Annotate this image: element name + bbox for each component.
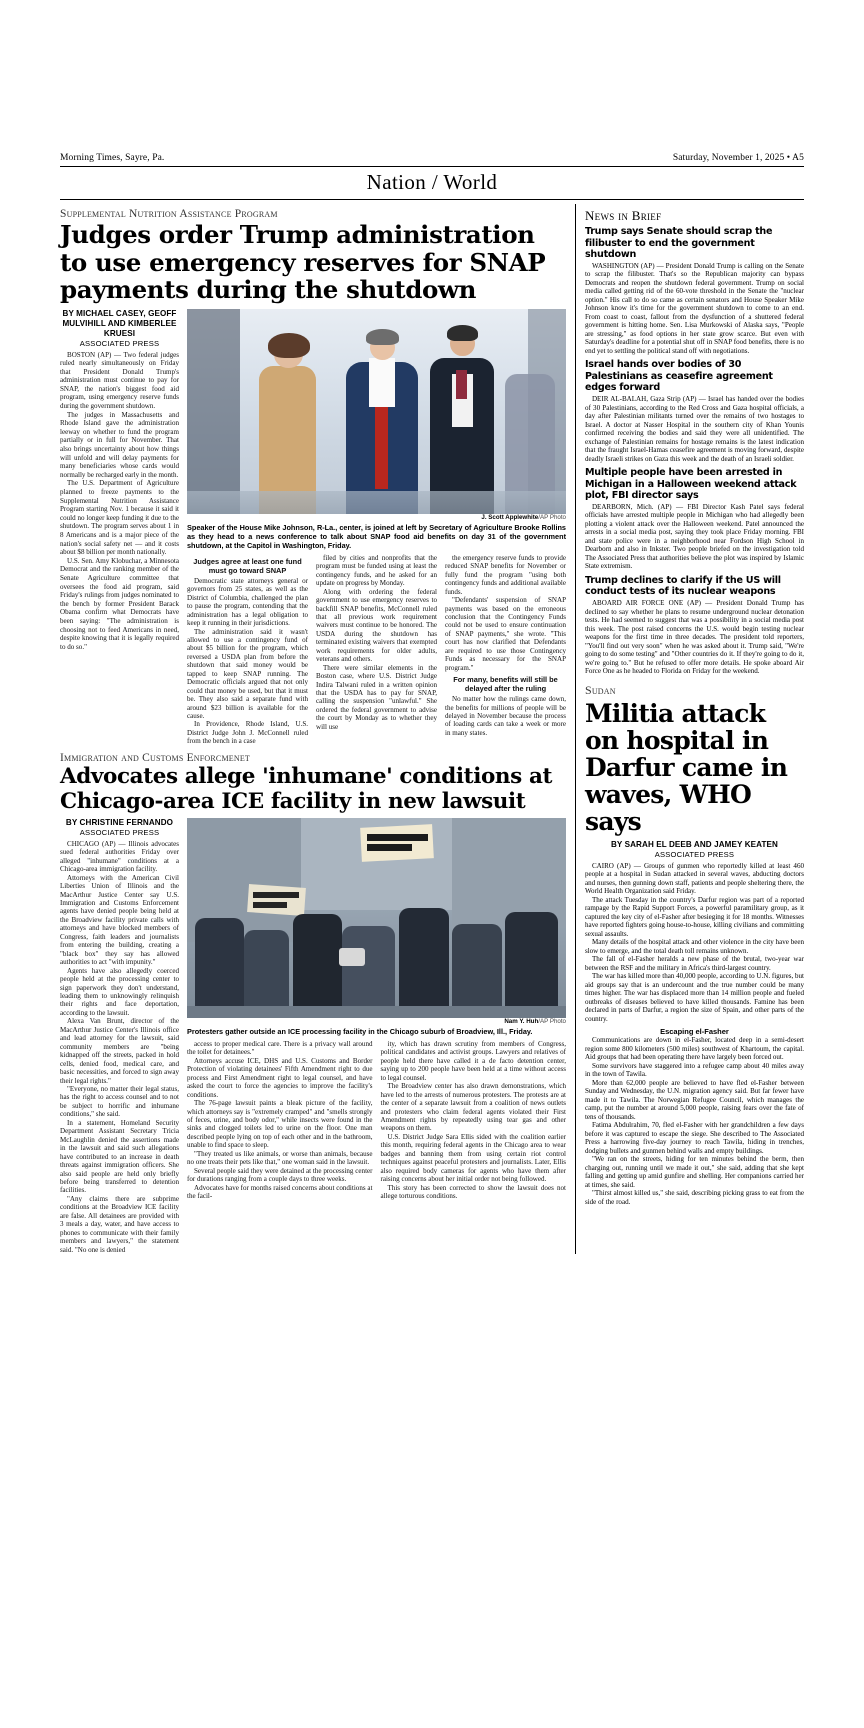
paragraph: ABOARD AIR FORCE ONE (AP) — President Donald Trump has declined to say whether he plans to resume underground nuclear detonation tests. He had seemed to suggest that was a possibility in a social media post this week. The post raised concerns the U.S. would begin testing nuclear weapons for the first time in three decades. The president told reporters, "You'll find out very soon" when he was asked about it. Trump said, "We're going to do some testing" and "Other countries do it. If they're going to do it, we're going to." But he refused to offer more details. He spoke aboard Air Force One as he headed to Florida on Friday for the weekend. [584, 599, 804, 676]
brief-item [585, 226, 804, 355]
paragraph: Several people said they were detained at the processing center for durations ranging from a couple days to three weeks. [187, 1166, 373, 1184]
paragraph: The judges in Massachusetts and Rhode Island gave the administration leeway on whether to fund the program partially or in full for November. That also brings uncertainty about how things will unfold and will delay payments for many beneficiaries whose cards would normally be recharged early in the month. [60, 410, 179, 479]
paragraph: The attack Tuesday in the country's Darfur region was part of a reported rampage by the Rapid Support Forces, a powerful paramilitary group, as it captured the key city of el-Fasher after besieging it for 18 months. Witnesses have reported fighters going house-to-house, killing civilians and committing sexual assaults. [584, 895, 804, 938]
article-snap-subhead-1: Judges agree at least one fund must go toward SNAP [193, 556, 302, 575]
article-snap-byline: BY MICHAEL CASEY, GEOFF MULVIHILL AND KIMBERLEE KRUESI [62, 308, 177, 338]
paragraph: The 76-page lawsuit paints a bleak picture of the facility, which attorneys say is "extremely cramped" and "smells strongly of feces, urine, and body odor," while insects were found in the sinks and clogged toilets led to urine on the floor. One man described people lying on top of each other and in the bathroom, unable to find space to sleep. [187, 1099, 373, 1150]
paragraph: There were similar elements in the Boston case, where U.S. District Judge Indira Talwani ruled in a written opinion that the USDA has to pay for SNAP, calling the suspension "unlawful." She ordered the federal government to advise the court by Monday as to whether they will use [316, 663, 437, 731]
left-zone [60, 204, 566, 1254]
article-snap-headline: Judges order Trump administration to use emergency reserves for SNAP payments during the shutdown [60, 220, 546, 304]
article-ice-col3 [381, 1040, 567, 1201]
paragraph: filed by cities and nonprofits that the program must be funded using at least the contingency funds, and he asked for an update on progress by Monday. [316, 553, 437, 588]
brief-headline: Trump declines to clarify if the US will conduct tests of its nuclear weapons [584, 574, 781, 598]
article-ice [60, 752, 566, 1254]
masthead [60, 0, 804, 163]
paragraph: Communications are down in el-Fasher, located deep in a semi-desert region some 800 kilometers (500 miles) southwest of Khartoum, the capital. Aid groups that had been operating there have largely been forced out. [584, 1036, 804, 1062]
column-divider [575, 204, 576, 1254]
paragraph: Democratic state attorneys general or governors from 25 states, as well as the District of Columbia, challenged the plan to pause the program, contending that the administration has a legal obligation to keep it running in their jurisdictions. [187, 576, 308, 628]
paragraph: This story has been corrected to show the lawsuit does not allege torturous conditions. [380, 1183, 566, 1201]
paragraph: Fatima Abdulrahim, 70, fled el-Fasher with her grandchildren a few days before it was captured to escape the siege. She described to The Associated Press a harrowing five-day journey to reach Tawila, hiding in trenches, dodging bullets and gunmen behind walls and empty buildings. [584, 1121, 804, 1155]
section-rule [60, 199, 804, 200]
photo-credit-ice [187, 1018, 566, 1026]
article-ice-headline: Advocates allege 'inhumane' conditions at Chicago-area ICE facility in new lawsuit [60, 763, 552, 814]
paragraph: In Providence, Rhode Island, U.S. District Judge John J. McConnell ruled from the bench in a case [187, 720, 308, 746]
paragraph: Alexa Van Brunt, director of the MacArthur Justice Center's Illinois office and lead attorney for the lawsuit, said community members are "being kidnapped off the streets, packed in hold cells, denied food, medical care, and basic necessities, and forced to sign away their legal rights." [60, 1017, 179, 1085]
paragraph: Attorneys accuse ICE, DHS and U.S. Customs and Border Protection of violating detainees' Fifth Amendment right to due process and First Amendment right to legal counsel, and have asked the court to force the agencies to improve the facility's conditions. [187, 1056, 373, 1099]
paragraph: Advocates have for months raised concerns about conditions at the facil- [187, 1183, 373, 1201]
paragraph: ity, which has drawn scrutiny from members of Congress, political candidates and activist groups. Lawyers and relatives of people held there have called it a de facto detention center, saying up to 200 people have been held at a time without access to legal counsel. [380, 1039, 566, 1082]
photo-credit-name: Nam Y. Huh [504, 1017, 539, 1025]
article-sudan-headline: Militia attack on hospital in Darfur came in waves, WHO says [584, 698, 788, 836]
paragraph: "They treated us like animals, or worse than animals, because no one treats their pets like that," one woman said in the lawsuit. [187, 1149, 373, 1167]
article-snap-col2 [187, 554, 308, 746]
article-ice-kicker: Immigration and Customs Enforcmenet [60, 751, 251, 764]
paragraph: "Any claims there are subprime conditions at the Broadview ICE facility are false. All detainees are provided with 3 meals a day, water, and have access to phones to communicate with their family members and lawyers," the statement said. "No one is denied [60, 1194, 179, 1254]
article-snap-col3 [316, 554, 437, 746]
paragraph: Agents have also allegedly coerced people held at the processing center to sign paperwork they don't understand, leading them to unknowingly relinquish their rights and face deportation, according to the lawsuit. [60, 966, 179, 1017]
right-zone [585, 204, 804, 1254]
paragraph: Many details of the hospital attack and other violence in the city have been slow to emerge, and the total death toll remains unknown. [584, 938, 804, 955]
masthead-date: Saturday, November 1, 2025 • A5 [672, 153, 804, 163]
paragraph: CHICAGO (AP) — Illinois advocates sued federal authorities Friday over alleged "inhumane" conditions at a Chicago-area immigration facility. [60, 839, 179, 874]
photo-capitol-snap [187, 309, 566, 514]
article-snap [60, 208, 566, 746]
paragraph: "We ran on the streets, hiding for ten minutes behind the berm, then charging out, running until we made it out," she said, adding that she kept falling and getting up amid gunfire and shelling. Her companions carried her at times, she said. [584, 1155, 804, 1189]
paragraph: CAIRO (AP) — Groups of gunmen who reportedly killed at least 460 people at a hospital in Sudan attacked in several waves, abducting doctors and nurses, then gunning down staff, patients and people sheltering there, the World Health Organization said Friday. [584, 861, 804, 896]
article-snap-subhead-2: For many, benefits will still be delayed after the ruling [453, 675, 558, 694]
photo-credit-name: J. Scott Applewhite [481, 513, 539, 521]
paragraph: DEIR AL-BALAH, Gaza Strip (AP) — Israel has handed over the bodies of 30 Palestinians, according to the Red Cross and Gaza hospital officials, a day after Palestinian militants turned over the remains of two hostages to Israel. A doctor at Nasser Hospital in the southern city of Khan Younis confirmed receiving the bodies and said they were all unidentified. The exchange of Palestinian remains for hostage remains is the latest indication that the fraught Israel-Hamas ceasefire agreement is moving forward, despite deadly Israeli strikes on Gaza this week and the death of an Israeli soldier. [584, 395, 804, 463]
paragraph: U.S. Sen. Amy Klobuchar, a Minnesota Democrat and the ranking member of the Senate Agriculture committee that oversees the food aid program, said Friday's rulings from judges nominated to the bench by former President Barack Obama confirm what Democrats have been saying: "The administration is choosing not to feed Americans in need, despite knowing that it is legally required to do so." [60, 556, 179, 651]
paragraph: "Everyone, no matter their legal status, has the right to access counsel and to not be subject to horrific and inhumane conditions," she said. [60, 1084, 179, 1119]
photo-caption-ice: Protesters gather outside an ICE processing facility in the Chicago suburb of Broadview, Ill., Friday. [187, 1026, 533, 1036]
article-snap-right [187, 309, 566, 746]
news-in-brief-label: News in Brief [584, 208, 662, 223]
paragraph: DEARBORN, Mich. (AP) — FBI Director Kash Patel says federal officials have arrested multiple people in Michigan who had allegedly been plotting a violent attack over the Halloween weekend. Patel announced the arrests in a social media post, saying they took place Friday morning. FBI and state police were in a neighborhood near Fordson High School in Dearborn and also in Inkster. Two people briefed on the investigation told The Associated Press that authorities believe the plot was inspired by Islamic State extremism. [584, 502, 804, 571]
paragraph: The war has killed more than 40,000 people, according to U.N. figures, but aid groups say that is an undercount and the true number could be many times higher. The war has displaced more than 14 million people and fueled outbreaks of diseases believed to have killed thousands. Famine has been declared in parts of Darfur, a region the size of Spain, and other parts of the country. [584, 972, 804, 1023]
article-snap-kicker: Supplemental Nutrition Assistance Program [60, 208, 278, 220]
photo-protest-ice [187, 818, 566, 1018]
article-ice-col1 [60, 818, 179, 1254]
paragraph: More than 62,000 people are believed to have fled el-Fasher between Sunday and Wednesday, the U.N. migration agency said. But far fewer have made it to Tawila. The Norwegian Refugee Council, which manages the camp, put the number at around 5,000 people, raising fears over the fate of tens of thousands. [584, 1078, 804, 1121]
paragraph: The U.S. Department of Agriculture planned to freeze payments to the Supplemental Nutrition Assistance Program starting Nov. 1 because it said it could no longer keep funding it due to the shutdown. The program serves about 1 in 8 Americans and is a major piece of the nation's social safety net — and it costs about $8 billion per month nationally. [60, 479, 179, 557]
paragraph: The administration said it wasn't allowed to use a contingency fund of about $5 billion for the program, which reversed a USDA plan from before the shutdown that said money would be tapped to keep SNAP running. The Democratic officials argued that not only could that money be used, but that it must be. They also said a separate fund with around $23 billion is available for the cause. [187, 627, 308, 721]
paragraph: In a statement, Homeland Security Department Assistant Secretary Tricia McLaughlin denied the assertions made in the lawsuit and said such allegations have contributed to an increase in death threats against immigration officers. She also said people are held only briefly before being transferred to detention facilities. [60, 1118, 179, 1195]
photo-credit-source: /AP Photo [538, 513, 566, 521]
paragraph: Attorneys with the American Civil Liberties Union of Illinois and the MacArthur Justice Center say U.S. Immigration and Customs Enforcement agents have denied people being held at the Broadview facility private calls with attorneys and have blocked members of Congress, faith leaders and journalists from entering the building, creating a "black box" they say has allowed authorities to act "with impunity." [60, 873, 179, 967]
brief-item [585, 359, 804, 463]
article-snap-col1 [60, 309, 179, 746]
article-sudan-byline: BY SARAH EL DEEB AND JAMEY KEATEN [610, 839, 778, 849]
brief-headline: Trump says Senate should scrap the filibuster to end the government shutdown [584, 226, 773, 261]
paragraph: No matter how the rulings came down, the benefits for millions of people will be delayed in November because the process of loading cards can take a week or more in many states. [445, 695, 566, 737]
photo-credit-snap [187, 514, 566, 522]
photo-credit-source: /AP Photo [538, 1017, 566, 1025]
paragraph: WASHINGTON (AP) — President Donald Trump is calling on the Senate to scrap the filibuster. That's so the Republican majority can bypass Democrats and reopen the shutdown federal government. Trump on social media called getting rid of the 60-vote threshold in the Senate the "nuclear option." His call to do so came as certain senators and House Speaker Mike Johnson know it's time for the government shutdown to come to an end. From coast to coast, fallout from the dysfunction of a shuttered federal government is hitting home. Sen. Lisa Murkowski of Alaska says, "People are stressing," as food options in her state grow scarce. But even with Saturday's deadline for a potential shut off in SNAP food benefits, there is no end yet to settling the political stand off with negotiations. [584, 261, 804, 355]
paragraph: "Defendants' suspension of SNAP payments was based on the erroneous conclusion that the Contingency Funds could not be used to ensure continuation of SNAP payments," she wrote. "This court has now clarified that Defendants are required to use those Contingency Funds as necessary for the SNAP program." [445, 596, 566, 672]
article-sudan-kicker: Sudan [584, 682, 616, 697]
article-sudan [585, 683, 804, 1207]
page-content [60, 204, 804, 1254]
paragraph: The Broadview center has also drawn demonstrations, which have led to the arrests of numerous protesters. The protests are at the center of a separate lawsuit from a coalition of news outlets and protesters who claim federal agents violated their First Amendment rights by repeatedly using tear gas and other weapons on them. [380, 1082, 566, 1133]
article-ice-byline: BY CHRISTINE FERNANDO [65, 817, 174, 827]
brief-headline: Israel hands over bodies of 30 Palestinians as ceasefire agreement edges forward [584, 359, 773, 394]
article-sudan-byline-org: ASSOCIATED PRESS [654, 849, 735, 859]
paragraph: "Thirst almost killed us," she said, describing picking grass to eat from the side of the road. [584, 1189, 804, 1206]
article-snap-byline-org: ASSOCIATED PRESS [79, 338, 160, 348]
article-sudan-subhead: Escaping el-Fasher [660, 1027, 729, 1037]
article-snap-col4 [445, 554, 566, 746]
paragraph: Some survivors have staggered into a refugee camp about 40 miles away in the town of Tawila. [584, 1061, 804, 1079]
paragraph: U.S. District Judge Sara Ellis sided with the coalition earlier this month, requiring federal agents in the Chicago area to wear badges and banning them from using certain riot control techniques against peaceful protesters and journalists. Later, Ellis also required body cameras for agents who have them after raising concerns about her initial order not being followed. [380, 1132, 566, 1184]
paragraph: Along with ordering the federal government to use emergency reserves to backfill SNAP benefits, McConnell ruled that all previous work requirement waivers must continue to be honored. The USDA during the shutdown has terminated existing waivers that exempted work requirements for older adults, veterans and others. [316, 587, 437, 664]
photo-caption-snap: Speaker of the House Mike Johnson, R-La., center, is joined at left by Secretary of Agriculture Brooke Rollins as they head to a news conference to talk about SNAP food aid benefits on day 31 of the government shutdown, at the Capitol in Washington, Friday. [187, 522, 566, 550]
article-ice-right [187, 818, 566, 1254]
brief-item [585, 575, 804, 676]
paragraph: access to proper medical care. There is a privacy wall around the toilet for detainees." [187, 1039, 373, 1057]
article-ice-col2 [187, 1040, 373, 1201]
article-ice-byline-org: ASSOCIATED PRESS [79, 827, 160, 837]
masthead-publication: Morning Times, Sayre, Pa. [60, 153, 165, 163]
section-title: Nation / World [366, 170, 498, 194]
brief-item [585, 467, 804, 571]
brief-headline: Multiple people have been arrested in Michigan in a Halloween weekend attack plot, FBI director says [584, 467, 797, 502]
paragraph: The fall of el-Fasher heralds a new phase of the brutal, two-year war between the RSF and the military in Africa's third-largest country. [584, 955, 804, 972]
paragraph: BOSTON (AP) — Two federal judges ruled nearly simultaneously on Friday that President Donald Trump's administration must continue to pay for SNAP, the nation's biggest food aid program, using emergency reserve funds during the government shutdown. [60, 350, 179, 411]
paragraph: the emergency reserve funds to provide reduced SNAP benefits for November or fully fund the program "using both contingency funds and additional available funds. [445, 553, 566, 596]
